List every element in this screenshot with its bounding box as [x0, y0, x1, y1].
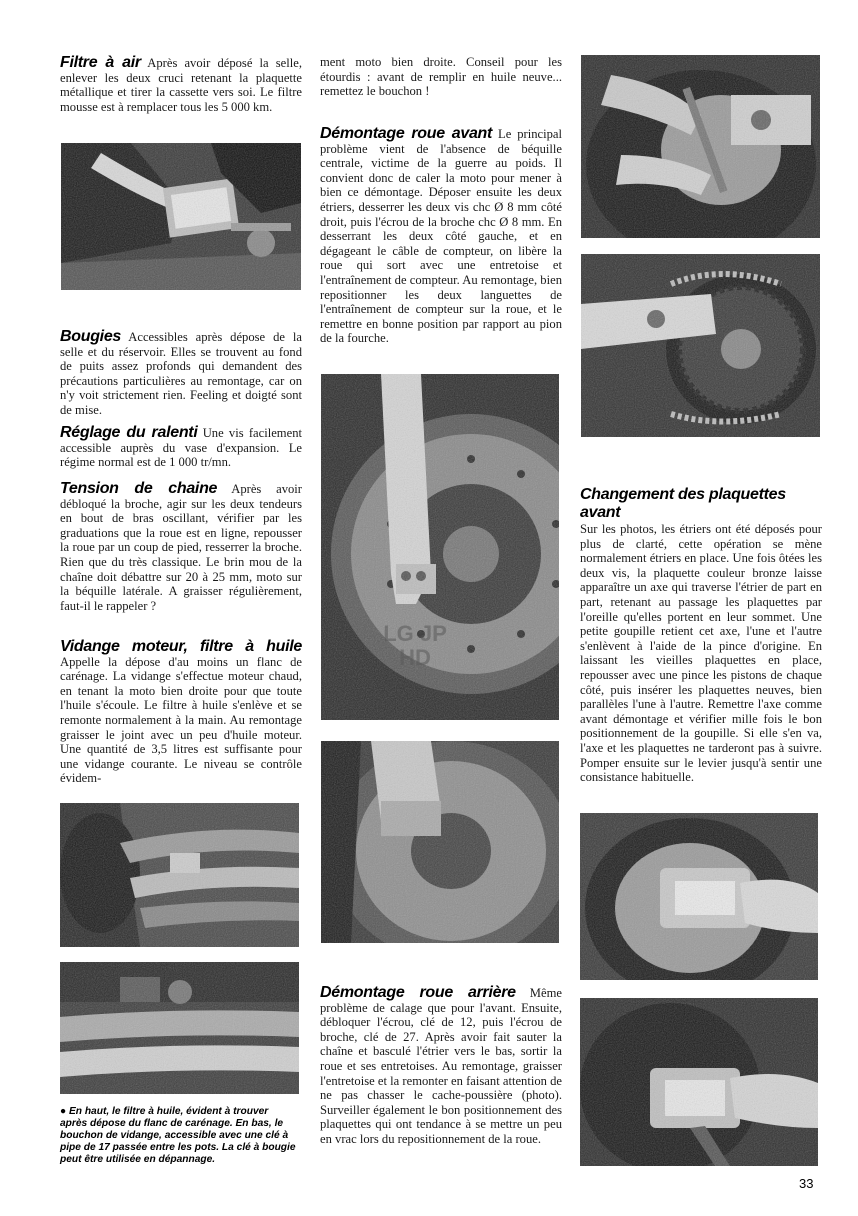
heading-bougies: Bougies	[60, 328, 122, 345]
heading-chaine: Tension de chaine	[60, 480, 218, 497]
text-roue-arriere: Même problème de calage que pour l'avant. Ensuite, débloquer l'écrou, clé de 12, puis l'écrou de broche, clé de 27. Après avoir fait sauter la chaîne et basculé l'étrier vers le bas, sortir la roue et ses entretoises. Au remontage, graisser l'entretoise et la remonter en faisant attention de ne pas chasser le cache-poussière (photo). Surveiller également le bon positionnement des plaquettes qui ont tendance à se mettre un peu en vrac lors du repositionnement de la roue.	[320, 986, 562, 1146]
heading-ralenti: Réglage du ralenti	[60, 424, 198, 441]
drain-plug-photo	[60, 962, 299, 1094]
section-plaquettes	[580, 486, 822, 785]
text-roue-avant: Le principal problème vient de l'absence de béquille centrale, victime de la guerre au poids. Il convient donc de caler la moto pour mener à bien ce démontage. Déposer ensuite les deux étriers, desserrer les deux vis chc Ø 8 mm côté droit, puis l'écrou de la broche chc Ø 8 mm. En desserrant les deux côté gauche, et en dégageant le câble de compteur, on libère la roue qui sort avec une entretoise et l'entraînement de compteur. Au remontage, bien repositionner les deux languettes de l'entraînement de compteur sur la roue, et le remettre en bonne position par rapport au pion de la fourche.	[320, 127, 562, 346]
section-bougies	[60, 330, 302, 418]
text-plaquettes: Sur les photos, les étriers ont été déposés pour plus de clarté, cette opération se mène normalement étriers en place. Une fois ôtées les deux vis, la plaquette couleur bronze laisse apparaître un axe qui traverse l'étrier de part en part, retenant au passage les plaquettes par l'oreille qu'elles portent en leur sommet. Une petite goupille retient cet axe, l'une et l'autre s'enlèvent à l'aide de la pince d'origine. En laissant les vieilles plaquettes en place, repousser avec une pince les pistons de chaque côté, puis insérer les plaquettes neuves, bien parallèles l'une à l'autre. Remettre l'axe comme avant démontage et vérifier mille fois le bon positionnement de la goupille. Si elle s'en va, l'axe et les plaquettes ne tarderont pas à suivre. Pomper ensuite sur le levier jusqu'à sentir une consistance habituelle.	[580, 522, 822, 785]
scan-watermark: LG JP HD	[383, 621, 447, 670]
section-vidange	[60, 640, 302, 786]
text-ralenti: Une vis facilement accessible auprès du vase d'expansion. Le régime normal est de 1 000 tr/mn.	[60, 426, 302, 470]
section-roue-avant	[320, 127, 562, 346]
oil-filter-photo	[60, 803, 299, 947]
heading-roue-avant: Démontage roue avant	[320, 125, 493, 142]
heading-roue-arriere: Démontage roue arrière	[320, 984, 516, 1001]
text-vidange: Appelle la dépose d'au moins un flanc de carénage. La vidange s'effectue moteur chaud, en tenant la moto bien droite pour que toute l'huile s'écoule. Le filtre à huile s'enlève et se remonte normalement à la main. Au remontage graisser le joint avec un peu d'huile moteur. Une quantité de 3,5 litres est suffisante pour une vidange courante. Le niveau se contrôle évidem-	[60, 654, 302, 786]
section-roue-arriere	[320, 986, 562, 1147]
section-chaine	[60, 482, 302, 613]
text-chaine: Après avoir débloqué la broche, agir sur les deux tendeurs en bout de bras oscillant, vérifier par les graduations que la roue est en ligne, repousser la roue par un coup de pied, resserrer la broche. Rien que du très classique. Le brin mou de la chaîne doit débattre sur 20 à 25 mm, moto sur la béquille latérale. A graisser régulièrement, faut-il le rappeler ?	[60, 482, 302, 613]
heading-filtre-air: Filtre à air	[60, 54, 141, 71]
rear-sprocket-chain-photo	[581, 254, 820, 437]
section-vidange-continuation	[320, 55, 562, 99]
air-filter-photo	[61, 143, 301, 290]
page-number: 33	[799, 1176, 814, 1191]
section-filtre-air	[60, 56, 302, 114]
text-filtre-air: Après avoir déposé la selle, enlever les deux cruci retenant la plaquette métallique et tirer la cassette vers soi. Le filtre mousse est à remplacer tous les 5 000 km.	[60, 56, 302, 114]
text-vidange-continuation: ment moto bien droite. Conseil pour les étourdis : avant de remplir en huile neuve... remettez le bouchon !	[320, 55, 562, 99]
brake-caliper-pliers-photo	[580, 998, 818, 1166]
heading-plaquettes: Changement des plaquettes avant	[580, 486, 786, 521]
photo-caption: ● En haut, le filtre à huile, évident à trouver après dépose du flanc de carénage. En bas, le bouchon de vidange, accessible avec une clé à pipe de 17 passée entre les pots. La clé à bougie peut être utilisée en dépannage.	[60, 1106, 296, 1165]
section-ralenti	[60, 426, 302, 470]
heading-vidange: Vidange moteur, filtre à huile	[60, 638, 302, 655]
rear-axle-wrench-photo	[581, 55, 820, 238]
text-bougies: Accessibles après dépose de la selle et du réservoir. Elles se trouvent au fond de puits assez profonds qui demandent des précautions particulières au remontage, car on n'y voit strictement rien. Feeling et doigté sont de mise.	[60, 330, 302, 417]
brake-caliper-pads-photo	[580, 813, 818, 980]
front-wheel-caliper-photo	[321, 741, 559, 943]
